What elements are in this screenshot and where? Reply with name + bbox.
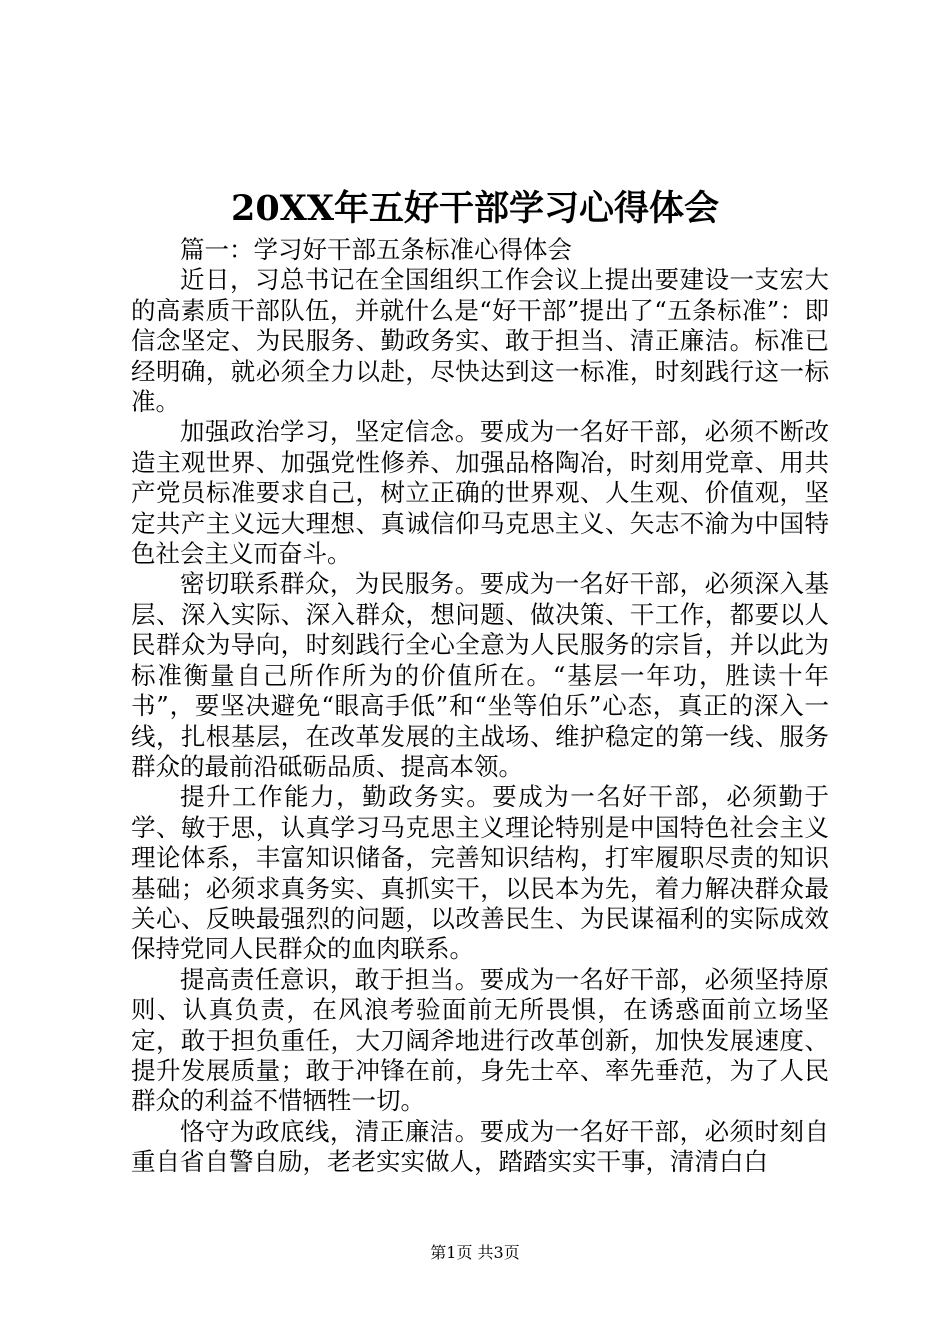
document-body	[131, 235, 829, 1178]
paragraph-political-study: 加强政治学习，坚定信念。要成为一名好干部，必须不断改造主观世界、加强党性修养、加强品格陶冶，时刻用党章、用共产党员标准要求自己，树立正确的世界观、人生观、价值观，坚定共产主义远大理想、真诚信仰马克思主义、矢志不渝为中国特色社会主义而奋斗。	[131, 417, 829, 569]
paragraph-work-ability: 提升工作能力，勤政务实。要成为一名好干部，必须勤于学、敏于思，认真学习马克思主义理论特别是中国特色社会主义理论体系，丰富知识储备，完善知识结构，打牢履职尽责的知识基础；必须求真务实、真抓实干，以民本为先，着力解决群众最关心、反映最强烈的问题，以改善民生、为民谋福利的实际成效保持党同人民群众的血肉联系。	[131, 782, 829, 964]
section-heading: 篇一：学习好干部五条标准心得体会	[180, 235, 572, 264]
paragraph-serve-people: 密切联系群众，为民服务。要成为一名好干部，必须深入基层、深入实际、深入群众，想问题、做决策、干工作，都要以人民群众为导向，时刻践行全心全意为人民服务的宗旨，并以此为标准衡量自己所作所为的价值所在。“基层一年功，胜读十年书”，要坚决避免“眼高手低”和“坐等伯乐”心态，真正的深入一线，扎根基层，在改革发展的主战场、维护稳定的第一线、服务群众的最前沿砥砺品质、提高本领。	[131, 569, 829, 781]
page-footer: 第1页 共3页	[430, 1243, 520, 1262]
paragraph-intro: 近日，习总书记在全国组织工作会议上提出要建设一支宏大的高素质干部队伍，并就什么是“好干部”提出了“五条标准”：即信念坚定、为民服务、勤政务实、敢于担当、清正廉洁。标准已经明确，就必须全力以赴，尽快达到这一标准，时刻践行这一标准。	[131, 265, 829, 417]
document-title: 20XX年五好干部学习心得体会	[230, 188, 720, 229]
paragraph-integrity: 恪守为政底线，清正廉洁。要成为一名好干部，必须时刻自重自省自警自励，老老实实做人，踏踏实实干事，清清白白	[131, 1116, 829, 1177]
paragraph-responsibility: 提高责任意识，敢于担当。要成为一名好干部，必须坚持原则、认真负责，在风浪考验面前无所畏惧，在诱惑面前立场坚定，敢于担负重任，大刀阔斧地进行改革创新，加快发展速度、提升发展质量；敢于冲锋在前，身先士卒、率先垂范，为了人民群众的利益不惜牺牲一切。	[131, 964, 829, 1116]
